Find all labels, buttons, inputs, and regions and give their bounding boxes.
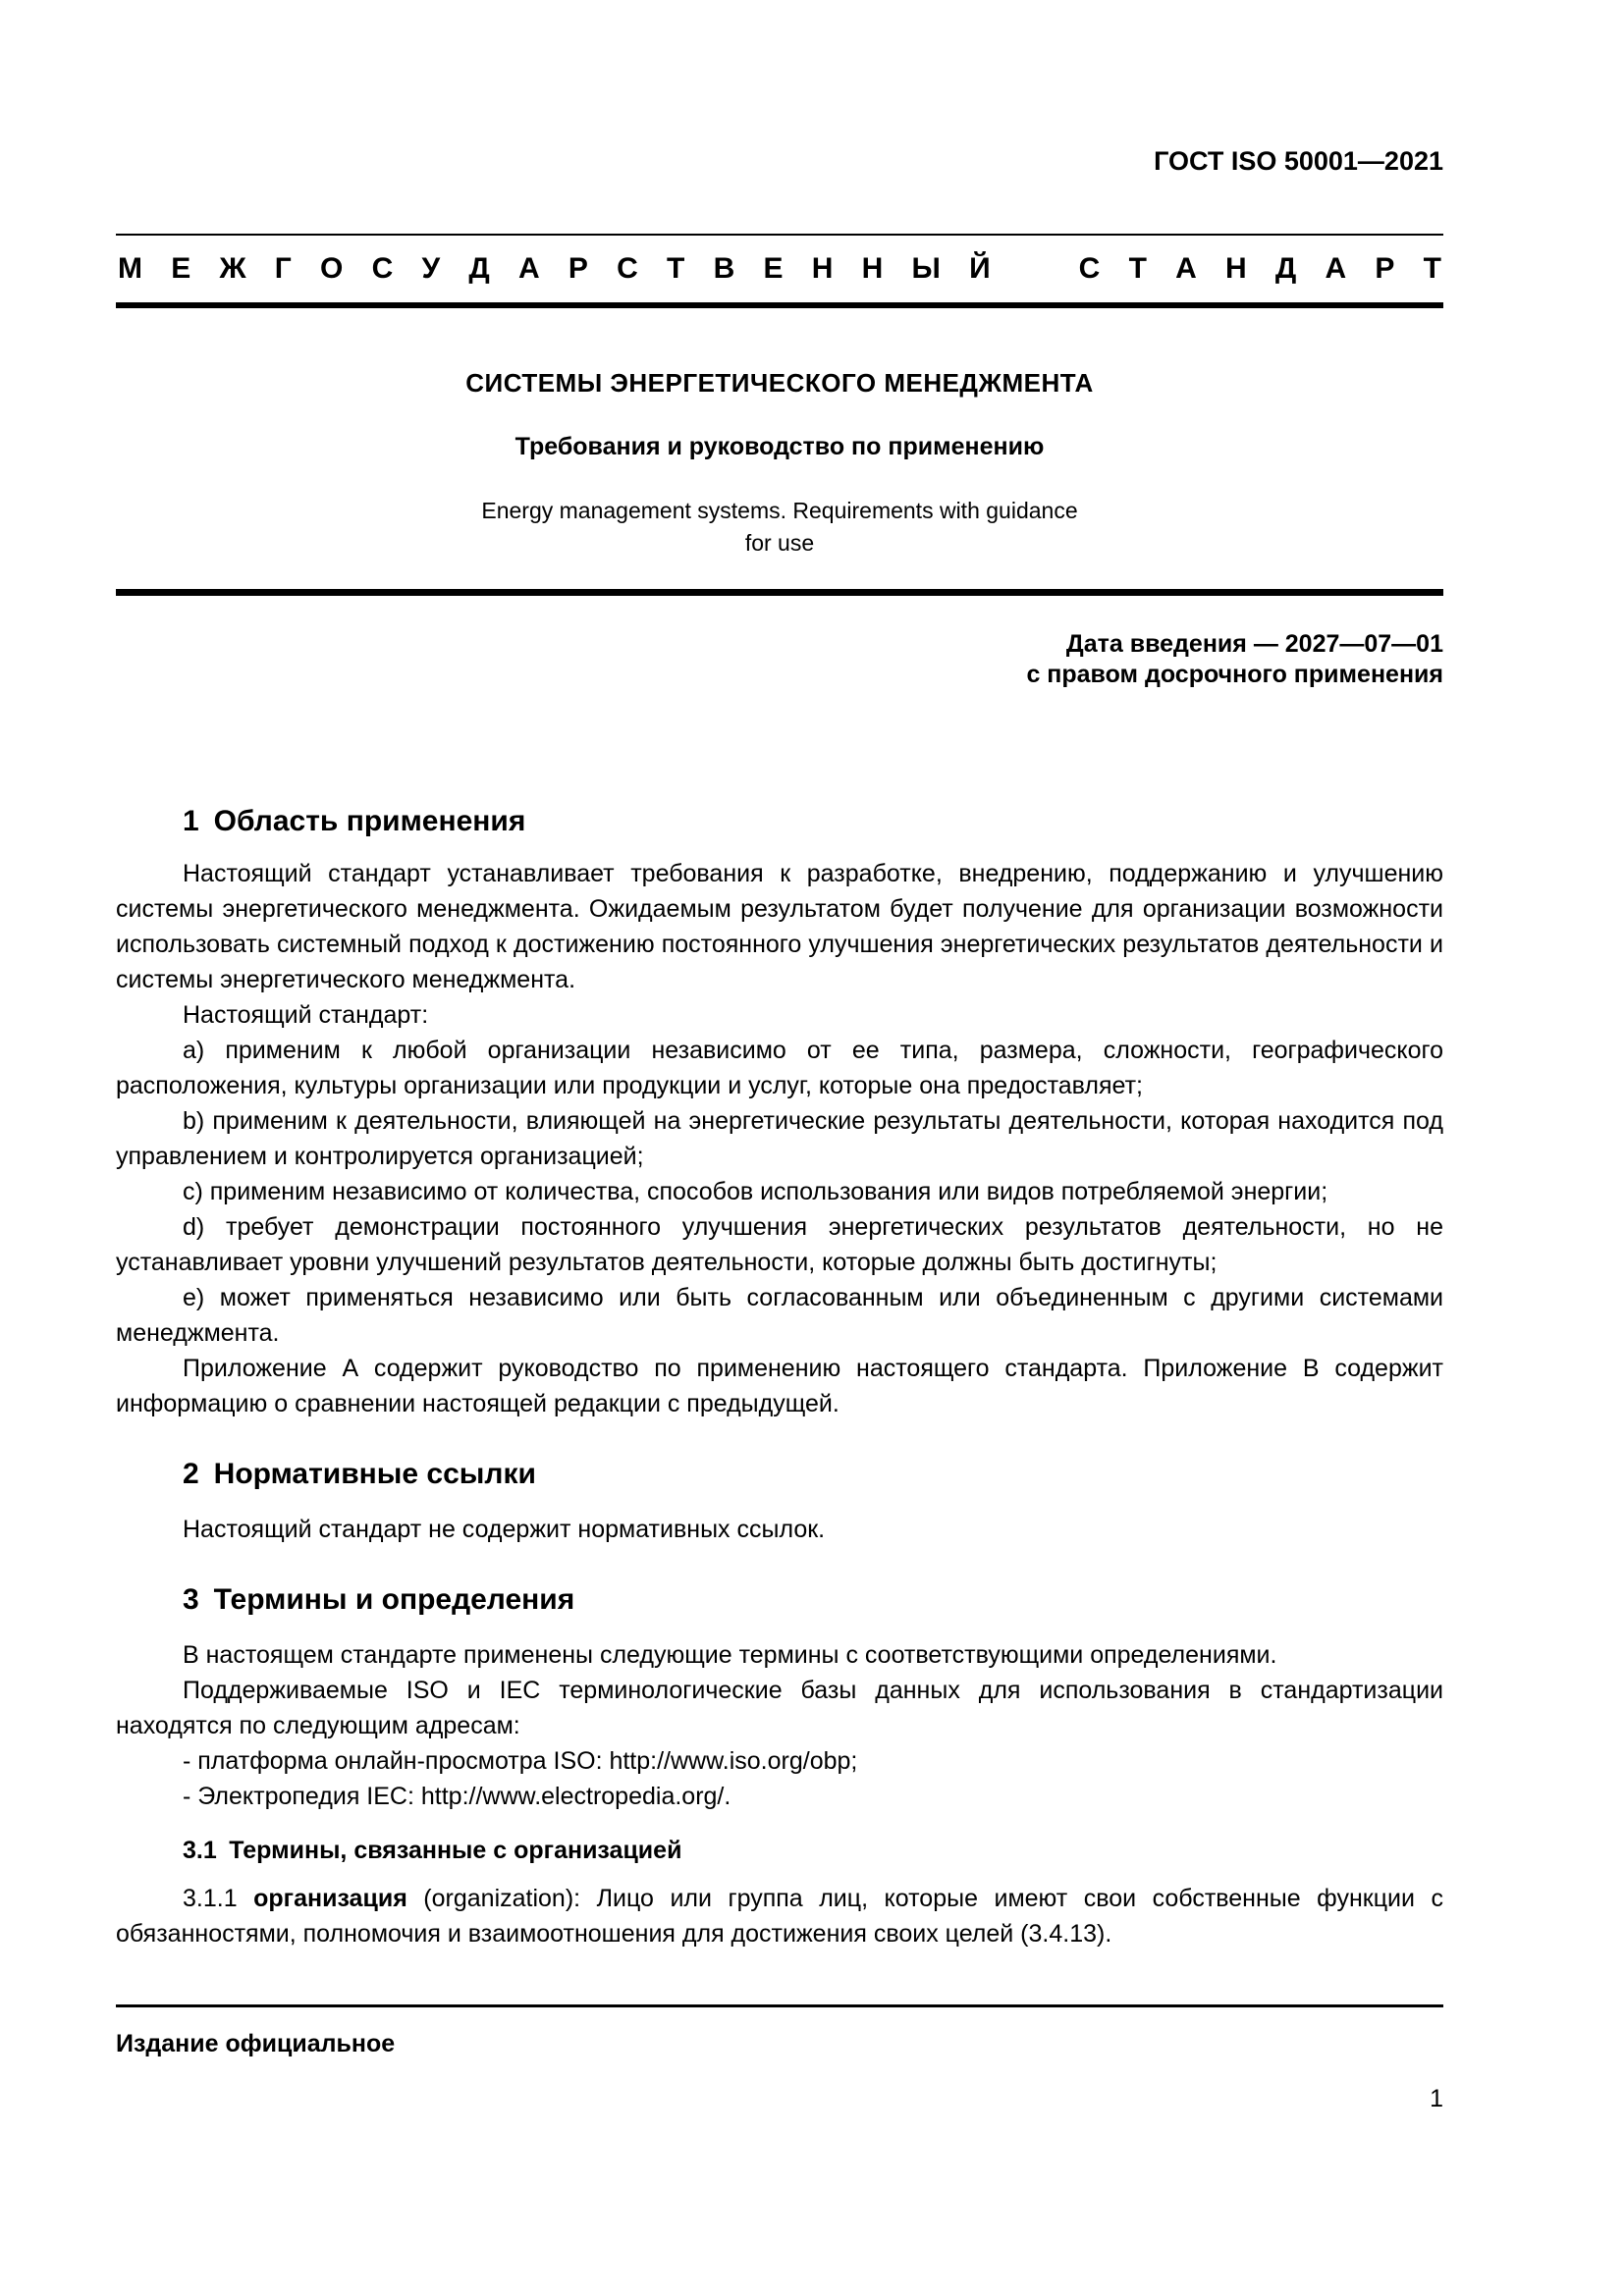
- s1-paragraph-annexes: Приложение А содержит руководство по применению настоящего стандарта. Приложение В содержит информацию о сравнении настоящей редакции с предыдущей.: [116, 1355, 1443, 1417]
- title-en-line-2: for use: [744, 530, 815, 556]
- s1-list-item-b: b) применим к деятельности, влияющей на энергетические результаты деятельности, которая находится под управлением и контролируется организацией;: [116, 1107, 1443, 1170]
- section-2-heading: 2 Нормативные ссылки: [183, 1458, 536, 1490]
- s1-list-item-a: a) применим к любой организации независимо от ее типа, размера, сложности, географического расположения, культуры организации или продукции и услуг, которые она предоставляет;: [116, 1037, 1443, 1099]
- s1-paragraph-lead-in: Настоящий стандарт:: [183, 1001, 429, 1029]
- footnote-rule: [116, 2004, 1443, 2007]
- standard-title-en: [116, 495, 1443, 560]
- s1-list-item-c: c) применим независимо от количества, способов использования или видов потребляемой энергии;: [183, 1178, 1328, 1205]
- s1-list-item-e: e) может применяться независимо или быть согласованным или объединенным с другими системами менеджмента.: [116, 1284, 1443, 1347]
- doc-code: ГОСТ ISO 50001—2021: [1154, 146, 1443, 176]
- term-number: 3.1.1: [183, 1885, 254, 1912]
- s1-list-item-d: d) требует демонстрации постоянного улучшения энергетических результатов деятельности, но не устанавливает уровни улучшений результатов деятельности, которые должны быть достигнуты;: [116, 1213, 1443, 1276]
- standard-subtitle-ru: Требования и руководство по применению: [514, 433, 1045, 460]
- s3-paragraph-databases: Поддерживаемые ISO и IEC терминологические базы данных для использования в стандартизации находятся по следующим адресам:: [116, 1677, 1443, 1739]
- section-1-heading: 1 Область применения: [183, 805, 526, 837]
- subsection-3-1-heading: 3.1 Термины, связанные с организацией: [183, 1837, 682, 1864]
- s1-paragraph-intro: Настоящий стандарт устанавливает требования к разработке, внедрению, поддержанию и улучшению системы энергетического менеджмента. Ожидаемым результатом будет получение для организации возможности использовать системный подход к достижению постоянного улучшения энергетических результатов деятельности и системы энергетического менеджмента.: [116, 860, 1443, 993]
- title-en-line-1: Energy management systems. Requirements with guidance: [481, 498, 1078, 523]
- term-definition-3-1-1: [116, 1881, 1443, 1951]
- section-3-heading: 3 Термины и определения: [183, 1583, 575, 1616]
- s3-list-item-electropedia: - Электропедия IEC: http://www.electropedia.org/.: [183, 1783, 731, 1810]
- page-footer: [116, 2004, 1443, 2113]
- page-content: [116, 0, 1443, 1951]
- term-definition-text: (organization): Лицо или группа лиц, которые имеют свои собственные функции с обязанностями, полномочия и взаимоотношения для достижения своих целей (3.4.13).: [116, 1885, 1443, 1948]
- s3-list-item-iso-obp: - платформа онлайн-просмотра ISO: http://www.iso.org/obp;: [183, 1747, 858, 1775]
- s3-paragraph-terms: В настоящем стандарте применены следующие термины с соответствующими определениями.: [183, 1641, 1277, 1669]
- introduction-date-block: [116, 629, 1443, 690]
- s2-paragraph: Настоящий стандарт не содержит нормативных ссылок.: [183, 1516, 826, 1543]
- standard-title-ru: СИСТЕМЫ ЭНЕРГЕТИЧЕСКОГО МЕНЕДЖМЕНТА: [465, 368, 1094, 398]
- standard-type-banner: М Е Ж Г О С У Д А Р С Т В Е Н Н Ы Й С Т А Н Д А Р Т: [116, 234, 1443, 308]
- intro-date-line: Дата введения — 2027—07—01: [1065, 630, 1443, 658]
- edition-official-note: Издание официальное: [116, 2030, 396, 2057]
- intro-note-line: с правом досрочного применения: [1026, 661, 1443, 688]
- page-number: 1: [1430, 2085, 1443, 2112]
- term-word: организация: [253, 1885, 407, 1912]
- title-separator-rule: [116, 589, 1443, 596]
